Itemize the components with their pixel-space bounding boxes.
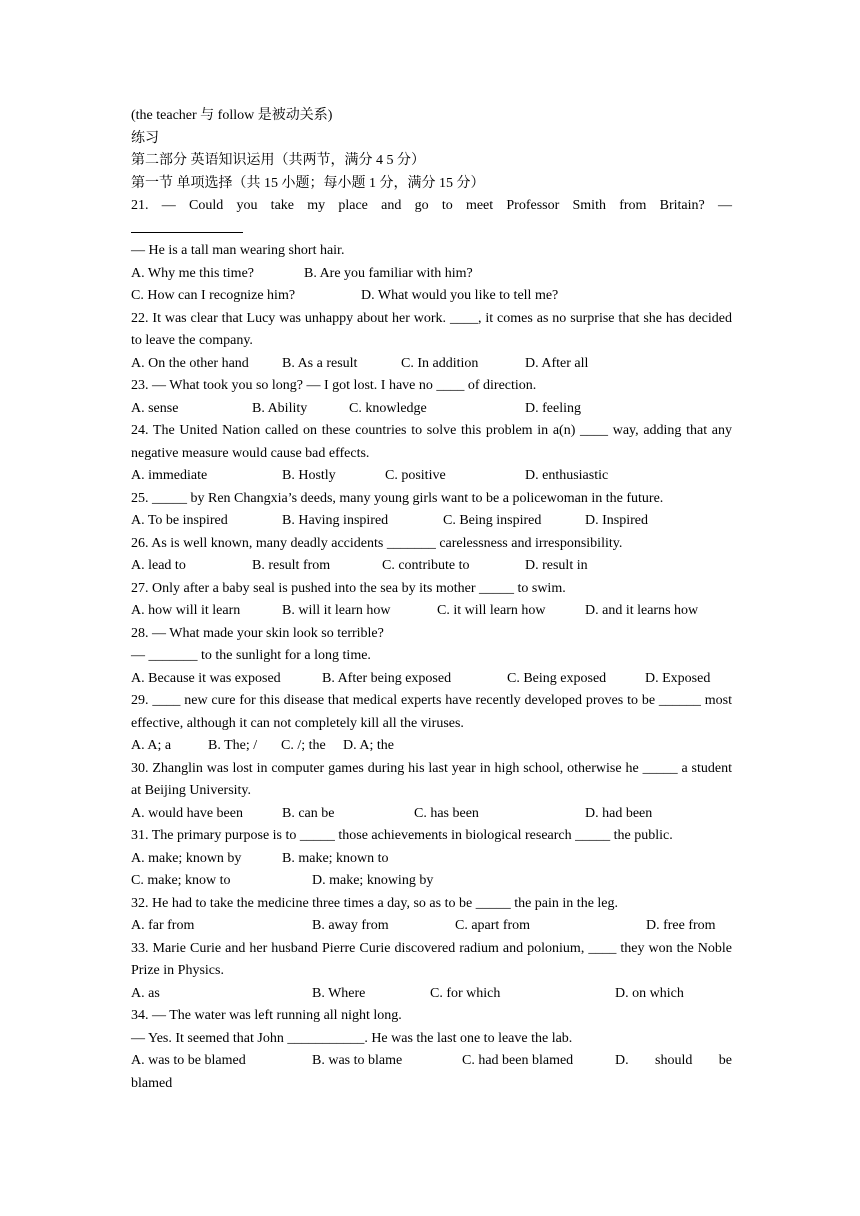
- question-32-options: [131, 915, 732, 938]
- option-a: A. as: [131, 985, 160, 1001]
- question-29-options: [131, 735, 732, 758]
- option-a: A. how will it learn: [131, 603, 241, 618]
- option-d: D. feeling: [525, 400, 581, 416]
- option-b: B. After being exposed: [322, 670, 452, 686]
- option-c: C. make; know to: [131, 873, 231, 888]
- option-d: D. enthusiastic: [525, 468, 609, 483]
- option-a: A. Because it was exposed: [131, 670, 281, 686]
- option-a: A. make; known by: [131, 850, 242, 866]
- option-b: B. Are you familiar with him?: [304, 265, 473, 281]
- option-c: C. knowledge: [349, 400, 427, 416]
- question-21-stem: 21. — Could you take my place and go to meet Professor Smith from Britain? —: [131, 198, 732, 213]
- option-b: B. can be: [282, 805, 335, 821]
- answer-blank-line: [131, 218, 243, 233]
- option-a: A. sense: [131, 400, 179, 416]
- option-a: A. To be inspired: [131, 513, 228, 528]
- question-34-reply: — Yes. It seemed that John ___________. He was the last one to leave the lab.: [131, 1030, 573, 1046]
- question-24-options: [131, 465, 732, 488]
- document-body: [131, 105, 732, 1095]
- question-34-option-d-continued: blamed: [131, 1075, 173, 1091]
- question-31-stem: 31. The primary purpose is to _____ those achievements in biological research _____ the public.: [131, 828, 673, 843]
- part-heading: 第二部分 英语知识运用（共两节，满分 4 5 分）: [131, 153, 425, 168]
- option-c: C. for which: [430, 985, 501, 1001]
- option-b: B. away from: [312, 918, 389, 933]
- option-b: B. result from: [252, 558, 331, 573]
- question-22-options: [131, 353, 732, 376]
- option-d: D. After all: [525, 355, 589, 371]
- header-note: (the teacher 与 follow 是被动关系): [131, 108, 333, 123]
- question-22-stem: 22. It was clear that Lucy was unhappy about her work. ____, it comes as no surprise that she has decided to leave the company.: [131, 310, 732, 348]
- question-21-options-row-2: [131, 285, 732, 308]
- option-a: A. A; a: [131, 738, 172, 753]
- option-b: B. Having inspired: [282, 513, 389, 528]
- question-33-stem: 33. Marie Curie and her husband Pierre Curie discovered radium and polonium, ____ they won the Noble Prize in Physics.: [131, 940, 732, 978]
- question-30-options: [131, 803, 732, 826]
- option-a: A. Why me this time?: [131, 265, 254, 281]
- option-a: A. was to be blamed: [131, 1053, 246, 1068]
- question-24-stem: 24. The United Nation called on these countries to solve this problem in a(n) ____ way, adding that any negative measure would cause bad effects.: [131, 423, 732, 461]
- practice-label: 练习: [131, 130, 159, 146]
- option-d: D. What would you like to tell me?: [361, 288, 559, 303]
- option-b: B. was to blame: [312, 1053, 403, 1068]
- question-26-options: [131, 555, 732, 578]
- question-25-options: [131, 510, 732, 533]
- option-c: C. How can I recognize him?: [131, 288, 296, 303]
- option-c: C. has been: [414, 805, 479, 821]
- question-28-reply: — _______ to the sunlight for a long time.: [131, 648, 371, 663]
- option-d: D. make; knowing by: [312, 873, 434, 888]
- question-21-options-row-1: [131, 263, 732, 286]
- option-a: A. On the other hand: [131, 355, 249, 371]
- question-27-stem: 27. Only after a baby seal is pushed into the sea by its mother _____ to swim.: [131, 580, 566, 596]
- question-34-stem: 34. — The water was left running all night long.: [131, 1008, 402, 1023]
- question-27-options: [131, 600, 732, 623]
- option-c: C. /; the: [281, 738, 326, 753]
- question-23-stem: 23. — What took you so long? — I got lost. I have no ____ of direction.: [131, 378, 537, 393]
- option-d: D. A; the: [343, 738, 394, 753]
- question-21-reply: — He is a tall man wearing short hair.: [131, 243, 345, 258]
- option-a: A. would have been: [131, 805, 243, 821]
- question-30-stem: 30. Zhanglin was lost in computer games during his last year in high school, otherwise he _____ a student at Beijing University.: [131, 760, 732, 798]
- option-d: D. free from: [646, 918, 716, 933]
- option-c: C. apart from: [455, 918, 531, 933]
- option-b: B. will it learn how: [282, 603, 391, 618]
- option-a: A. immediate: [131, 468, 208, 483]
- option-c: C. it will learn how: [437, 603, 546, 618]
- option-c: C. Being inspired: [443, 513, 542, 528]
- question-32-stem: 32. He had to take the medicine three times a day, so as to be _____ the pain in the leg.: [131, 895, 619, 911]
- question-28-stem: 28. — What made your skin look so terrible?: [131, 625, 384, 641]
- option-b: B. Hostly: [282, 468, 336, 483]
- option-b: B. make; known to: [282, 850, 389, 866]
- question-26-stem: 26. As is well known, many deadly accidents _______ carelessness and irresponsibility.: [131, 535, 623, 551]
- option-d: D. should be: [615, 1053, 732, 1068]
- section-heading: 第一节 单项选择（共 15 小题；每小题 1 分，满分 15 分）: [131, 175, 485, 191]
- option-b: B. The; /: [208, 738, 258, 753]
- question-29-stem: 29. ____ new cure for this disease that medical experts have recently developed proves to be ______ most effective, although it can not completely kill all the viruses.: [131, 693, 732, 731]
- question-23-options: [131, 398, 732, 421]
- question-21-answer-blank: [131, 218, 732, 241]
- option-c: C. had been blamed: [462, 1053, 574, 1068]
- question-33-options: [131, 983, 732, 1006]
- option-b: B. As a result: [282, 355, 358, 371]
- question-31-options-row-1: [131, 848, 732, 871]
- question-31-options-row-2: [131, 870, 732, 893]
- option-d: D. on which: [615, 985, 684, 1001]
- option-d: D. had been: [585, 805, 653, 821]
- option-c: C. In addition: [401, 355, 479, 371]
- question-28-options: [131, 668, 732, 691]
- question-25-stem: 25. _____ by Ren Changxia’s deeds, many young girls want to be a policewoman in the future.: [131, 490, 664, 506]
- option-a: A. lead to: [131, 558, 186, 573]
- option-b: B. Ability: [252, 400, 308, 416]
- option-c: C. contribute to: [382, 558, 470, 573]
- option-a: A. far from: [131, 918, 195, 933]
- option-d: D. Inspired: [585, 513, 648, 528]
- question-34-options: [131, 1050, 732, 1073]
- option-b: B. Where: [312, 985, 366, 1001]
- option-d: D. Exposed: [645, 670, 711, 686]
- option-d: D. result in: [525, 558, 588, 573]
- option-d: D. and it learns how: [585, 603, 699, 618]
- option-c: C. positive: [385, 468, 446, 483]
- option-c: C. Being exposed: [507, 670, 607, 686]
